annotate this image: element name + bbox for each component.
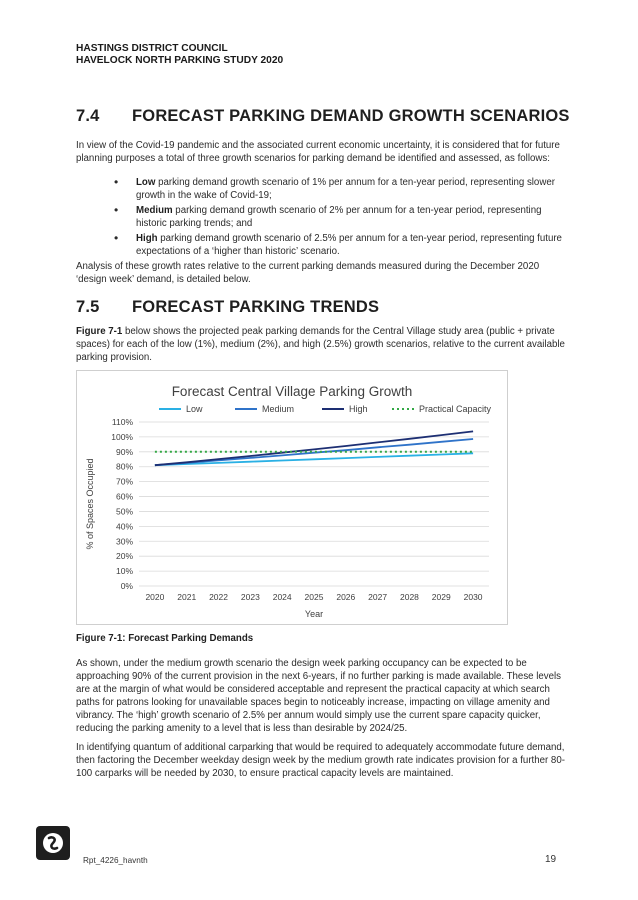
y-tick-label: 60% — [115, 491, 133, 502]
chart-title: Forecast Central Village Parking Growth — [171, 384, 413, 399]
section-title: FORECAST PARKING DEMAND GROWTH SCENARIOS — [132, 107, 570, 125]
bullet-icon: • — [114, 175, 119, 189]
list-item — [76, 176, 566, 202]
y-tick-label: 20% — [115, 551, 133, 562]
section-7-5-heading — [76, 298, 379, 317]
section-7-5-paragraph-1: As shown, under the medium growth scenario the design week parking occupancy can be expected to be approaching 90% of the current provision in the next 6-years, if no further parking is made available. These levels are at the margin of what would be considered acceptable and represent the practical capacity at which search paths for patrons looking for unavailable spaces begin to noticeably increase, impacting on village amenity and vibrancy. The ‘high’ growth scenario of 2.5% per annum would simply use the current spare capacity quicker, reducing the parking amenity to a level that is less than desirable by 2024/25. — [76, 658, 562, 734]
section-7-4-heading — [76, 107, 570, 126]
x-tick-label: 2026 — [336, 592, 356, 602]
scenario-description: parking demand growth scenario of 1% per annum for a ten-year period, representing slower growth in the wake of Covid-19; — [136, 177, 555, 201]
scenario-name: Medium — [136, 205, 173, 216]
x-tick-label: 2021 — [177, 592, 197, 602]
legend-label: Low — [186, 404, 203, 414]
section-7-4-intro: In view of the Covid-19 pandemic and the associated current economic uncertainty, it is considered that for future planning purposes a total of three growth scenarios for parking demand be identified and assessed, as follows: — [76, 140, 560, 164]
y-tick-label: 50% — [115, 506, 133, 517]
header-organisation: HASTINGS DISTRICT COUNCIL — [76, 43, 228, 54]
y-tick-label: 30% — [115, 536, 133, 547]
bullet-icon: • — [114, 203, 119, 217]
y-tick-label: 90% — [115, 446, 133, 457]
x-tick-label: 2022 — [209, 592, 229, 602]
chart-canvas — [77, 371, 507, 624]
figure-reference: Figure 7-1 — [76, 326, 123, 337]
y-axis-title: % of Spaces Occupied — [85, 458, 95, 550]
legend-label: Medium — [262, 404, 295, 414]
x-tick-label: 2023 — [240, 592, 260, 602]
growth-scenario-list — [76, 176, 566, 260]
y-tick-label: 0% — [120, 581, 133, 591]
page-number: 19 — [545, 854, 557, 865]
y-tick-label: 80% — [115, 461, 133, 472]
section-7-5-paragraph-2: In identifying quantum of additional carparking that would be required to adequately accommodate future demand, then factoring the December weekday design week by the medium growth rate indicates provision for a further 80-100 carparks will be needed by 2030, to ensure practical capacity levels are maintained. — [76, 742, 565, 779]
scenario-description: parking demand growth scenario of 2.5% per annum for a ten-year period, representing future expectations of a ‘higher than historic’ scenario. — [136, 233, 562, 257]
x-tick-label: 2029 — [431, 592, 451, 602]
scenario-description: parking demand growth scenario of 2% per annum for a ten-year period, representing historic parking trends; and — [136, 205, 542, 229]
legend-label: Practical Capacity — [419, 404, 492, 414]
figure-caption: Figure 7-1: Forecast Parking Demands — [76, 633, 254, 644]
forecast-parking-chart — [76, 370, 508, 625]
y-tick-label: 110% — [111, 417, 133, 427]
scenario-name: High — [136, 233, 158, 244]
section-number: 7.4 — [76, 107, 100, 125]
document-reference: Rpt_4226_havnth — [83, 856, 148, 865]
x-tick-label: 2024 — [272, 592, 292, 602]
section-7-5-intro — [76, 325, 566, 364]
list-item — [76, 232, 566, 258]
y-tick-label: 100% — [111, 431, 133, 442]
scenario-name: Low — [136, 177, 156, 188]
intro-text: below shows the projected peak parking demands for the Central Village study area (public + private spaces) for each of the low (1%), medium (2%), and high (2.5%) growth scenarios, relative to the current available parking provision. — [76, 326, 565, 363]
legend-label: High — [349, 404, 368, 414]
series-line-low — [155, 453, 473, 465]
x-tick-label: 2020 — [145, 592, 165, 602]
x-axis-title: Year — [304, 609, 324, 619]
x-tick-label: 2028 — [399, 592, 419, 602]
y-tick-label: 40% — [115, 521, 133, 532]
section-7-4-outro: Analysis of these growth rates relative to the current parking demands measured during the December 2020 ‘design week’ demand, is detailed below. — [76, 261, 540, 285]
x-tick-label: 2027 — [368, 592, 388, 602]
x-tick-label: 2030 — [463, 592, 483, 602]
y-tick-label: 70% — [115, 476, 133, 487]
section-number: 7.5 — [76, 298, 100, 316]
company-logo-icon — [36, 826, 70, 860]
document-header — [76, 43, 283, 67]
header-study-title: HAVELOCK NORTH PARKING STUDY 2020 — [76, 55, 284, 66]
y-tick-label: 10% — [115, 566, 133, 577]
x-tick-label: 2025 — [304, 592, 324, 602]
list-item — [76, 204, 566, 230]
bullet-icon: • — [114, 231, 119, 245]
section-title: FORECAST PARKING TRENDS — [132, 298, 380, 316]
